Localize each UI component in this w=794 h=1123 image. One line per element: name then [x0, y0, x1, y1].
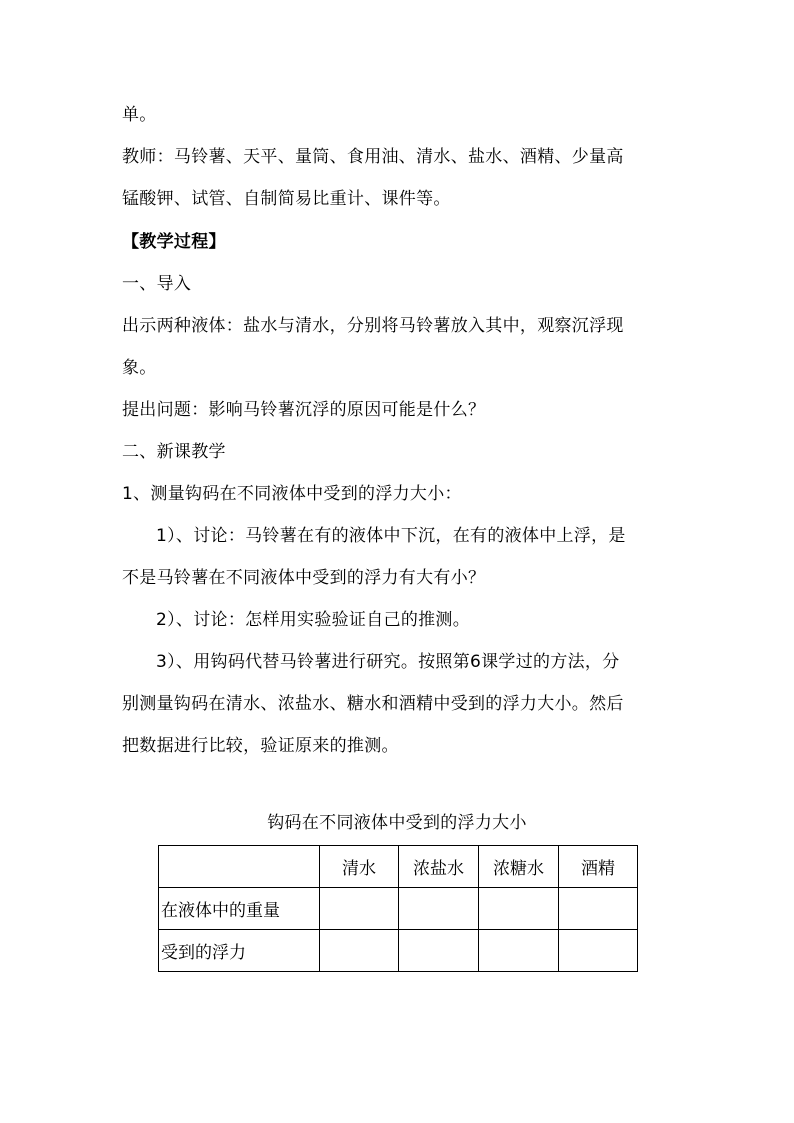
- table-cell: [320, 888, 399, 930]
- step-1-1-line-1: 1）、讨论：马铃薯在有的液体中下沉，在有的液体中上浮，是: [156, 526, 626, 546]
- buoyancy-table: [158, 845, 638, 972]
- table-cell: [559, 930, 638, 972]
- table-header-cell: 浓糖水: [479, 846, 559, 888]
- table-row-label: 受到的浮力: [159, 930, 320, 972]
- intro-text-line-2: 象。: [122, 358, 157, 378]
- table-header-row: [159, 846, 638, 888]
- table-row: [159, 930, 638, 972]
- subheading-introduction: 一、导入: [122, 274, 192, 294]
- materials-teacher-line-1: 教师：马铃薯、天平、量筒、食用油、清水、盐水、酒精、少量高: [122, 147, 624, 167]
- materials-teacher-line-2: 锰酸钾、试管、自制简易比重计、课件等。: [122, 189, 451, 209]
- table-cell: [479, 888, 559, 930]
- question-text: 提出问题：影响马铃薯沉浮的原因可能是什么？: [122, 400, 486, 420]
- step-1-3-line-2: 别测量钩码在清水、浓盐水、糖水和酒精中受到的浮力大小。然后: [122, 694, 624, 714]
- step-1-2: 2）、讨论：怎样用实验验证自己的推测。: [156, 610, 471, 630]
- section-heading-teaching-process: 【教学过程】: [122, 232, 226, 252]
- table-row-label: 在液体中的重量: [159, 888, 320, 930]
- table-header-cell: 清水: [320, 846, 399, 888]
- table-cell: [559, 888, 638, 930]
- step-1-1-line-2: 不是马铃薯在不同液体中受到的浮力有大有小？: [122, 568, 486, 588]
- table-header-cell: [159, 846, 320, 888]
- step-1-heading: 1、测量钩码在不同液体中受到的浮力大小：: [122, 484, 462, 504]
- table-cell: [320, 930, 399, 972]
- table-cell: [399, 888, 479, 930]
- step-1-3-line-1: 3）、用钩码代替马铃薯进行研究。按照第6课学过的方法，分: [156, 652, 620, 672]
- table-header-cell: 酒精: [559, 846, 638, 888]
- table-row: [159, 888, 638, 930]
- subheading-new-lesson: 二、新课教学: [122, 442, 226, 462]
- table-cell: [479, 930, 559, 972]
- table-title: 钩码在不同液体中受到的浮力大小: [267, 813, 527, 833]
- paragraph-continuation: 单。: [122, 105, 157, 125]
- step-1-3-line-3: 把数据进行比较，验证原来的推测。: [122, 736, 399, 756]
- table-header-cell: 浓盐水: [399, 846, 479, 888]
- intro-text-line-1: 出示两种液体：盐水与清水，分别将马铃薯放入其中，观察沉浮现: [122, 316, 624, 336]
- table-cell: [399, 930, 479, 972]
